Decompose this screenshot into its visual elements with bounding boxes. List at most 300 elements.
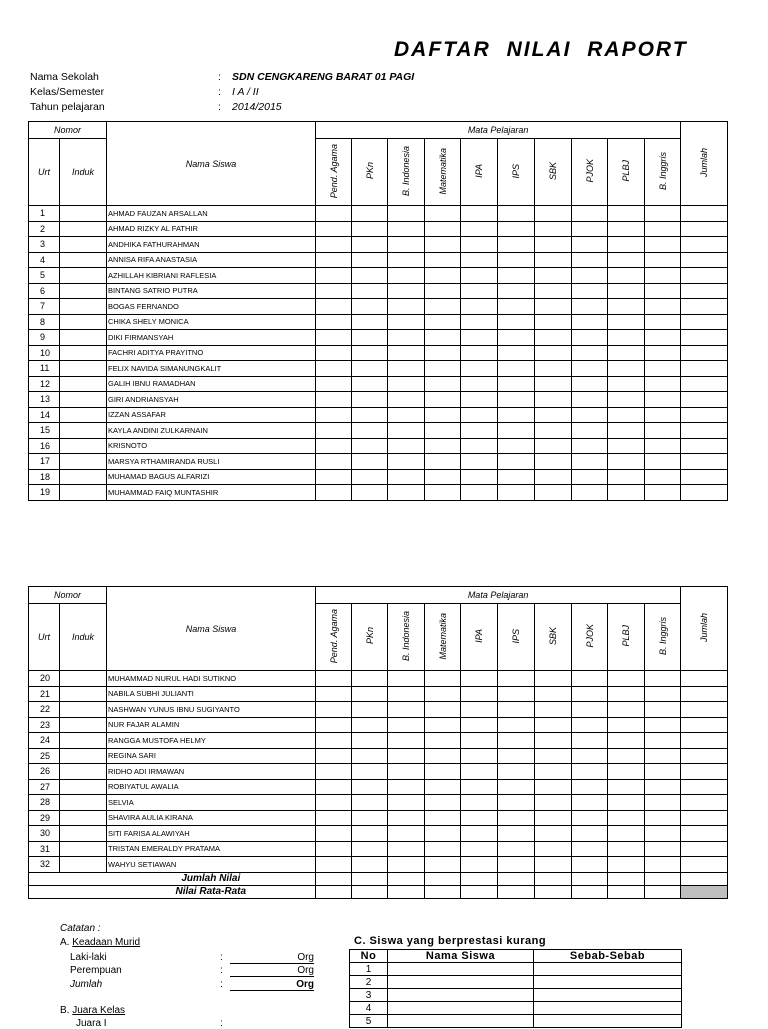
grade-cell[interactable] (572, 454, 608, 470)
grade-cell[interactable] (645, 764, 681, 780)
grade-cell[interactable] (316, 469, 352, 485)
grade-cell[interactable] (608, 376, 645, 392)
grade-cell[interactable] (681, 376, 728, 392)
grade-cell[interactable] (572, 733, 608, 749)
grade-cell[interactable] (535, 686, 572, 702)
grade-cell[interactable] (645, 423, 681, 439)
grade-cell[interactable] (388, 671, 425, 687)
grade-cell[interactable] (608, 733, 645, 749)
grade-cell[interactable] (316, 423, 352, 439)
grade-cell[interactable] (498, 221, 535, 237)
grade-cell[interactable] (425, 252, 461, 268)
grade-cell[interactable] (498, 237, 535, 253)
grade-cell[interactable] (352, 376, 388, 392)
grade-cell[interactable] (425, 857, 461, 873)
grade-cell[interactable] (608, 314, 645, 330)
grade-cell[interactable] (608, 361, 645, 377)
grade-cell[interactable] (498, 206, 535, 222)
grade-cell[interactable] (461, 314, 498, 330)
grade-cell[interactable] (498, 764, 535, 780)
grade-cell[interactable] (572, 423, 608, 439)
grade-cell[interactable] (461, 764, 498, 780)
weak-name[interactable] (388, 976, 534, 989)
grade-cell[interactable] (498, 826, 535, 842)
grade-cell[interactable] (388, 841, 425, 857)
grade-cell[interactable] (645, 454, 681, 470)
grade-cell[interactable] (535, 469, 572, 485)
grade-cell[interactable] (425, 810, 461, 826)
grade-cell[interactable] (645, 330, 681, 346)
grade-cell[interactable] (425, 237, 461, 253)
grade-cell[interactable] (572, 237, 608, 253)
grade-cell[interactable] (535, 206, 572, 222)
grade-cell[interactable] (316, 221, 352, 237)
grade-cell[interactable] (498, 252, 535, 268)
grade-cell[interactable] (498, 330, 535, 346)
grade-cell[interactable] (645, 345, 681, 361)
grade-cell[interactable] (352, 748, 388, 764)
grade-cell[interactable] (316, 485, 352, 501)
grade-cell[interactable] (645, 733, 681, 749)
grade-cell[interactable] (572, 392, 608, 408)
grade-cell[interactable] (608, 252, 645, 268)
grade-cell[interactable] (681, 810, 728, 826)
grade-cell[interactable] (425, 221, 461, 237)
grade-cell[interactable] (388, 283, 425, 299)
grade-cell[interactable] (461, 795, 498, 811)
grade-cell[interactable] (461, 423, 498, 439)
grade-cell[interactable] (608, 345, 645, 361)
grade-cell[interactable] (388, 810, 425, 826)
grade-cell[interactable] (425, 671, 461, 687)
grade-cell[interactable] (498, 748, 535, 764)
grade-cell[interactable] (425, 423, 461, 439)
grade-cell[interactable] (316, 345, 352, 361)
grade-cell[interactable] (572, 795, 608, 811)
grade-cell[interactable] (535, 764, 572, 780)
grade-cell[interactable] (572, 268, 608, 284)
grade-cell[interactable] (316, 841, 352, 857)
grade-cell[interactable] (316, 361, 352, 377)
grade-cell[interactable] (645, 376, 681, 392)
grade-cell[interactable] (572, 841, 608, 857)
grade-cell[interactable] (388, 717, 425, 733)
grade-cell[interactable] (572, 361, 608, 377)
grade-cell[interactable] (535, 826, 572, 842)
weak-reason[interactable] (534, 976, 682, 989)
grade-cell[interactable] (498, 392, 535, 408)
grade-cell[interactable] (388, 779, 425, 795)
grade-cell[interactable] (461, 671, 498, 687)
grade-cell[interactable] (388, 733, 425, 749)
grade-cell[interactable] (316, 438, 352, 454)
grade-cell[interactable] (681, 252, 728, 268)
grade-cell[interactable] (645, 717, 681, 733)
grade-cell[interactable] (572, 810, 608, 826)
grade-cell[interactable] (425, 330, 461, 346)
grade-cell[interactable] (352, 237, 388, 253)
grade-cell[interactable] (352, 423, 388, 439)
grade-cell[interactable] (461, 841, 498, 857)
grade-cell[interactable] (681, 764, 728, 780)
grade-cell[interactable] (535, 438, 572, 454)
grade-cell[interactable] (388, 826, 425, 842)
grade-cell[interactable] (608, 841, 645, 857)
grade-cell[interactable] (388, 438, 425, 454)
grade-cell[interactable] (535, 376, 572, 392)
grade-cell[interactable] (498, 857, 535, 873)
grade-cell[interactable] (608, 454, 645, 470)
grade-cell[interactable] (316, 237, 352, 253)
grade-cell[interactable] (535, 330, 572, 346)
grade-cell[interactable] (498, 841, 535, 857)
grade-cell[interactable] (352, 779, 388, 795)
grade-cell[interactable] (425, 407, 461, 423)
grade-cell[interactable] (425, 717, 461, 733)
grade-cell[interactable] (425, 454, 461, 470)
grade-cell[interactable] (352, 438, 388, 454)
grade-cell[interactable] (388, 392, 425, 408)
grade-cell[interactable] (645, 361, 681, 377)
grade-cell[interactable] (681, 826, 728, 842)
grade-cell[interactable] (572, 469, 608, 485)
grade-cell[interactable] (425, 438, 461, 454)
grade-cell[interactable] (352, 810, 388, 826)
grade-cell[interactable] (535, 345, 572, 361)
grade-cell[interactable] (645, 779, 681, 795)
grade-cell[interactable] (535, 454, 572, 470)
grade-cell[interactable] (608, 686, 645, 702)
grade-cell[interactable] (425, 314, 461, 330)
grade-cell[interactable] (608, 779, 645, 795)
grade-cell[interactable] (645, 841, 681, 857)
grade-cell[interactable] (535, 392, 572, 408)
grade-cell[interactable] (608, 237, 645, 253)
grade-cell[interactable] (645, 795, 681, 811)
grade-cell[interactable] (352, 717, 388, 733)
grade-cell[interactable] (498, 686, 535, 702)
grade-cell[interactable] (681, 345, 728, 361)
grade-cell[interactable] (498, 717, 535, 733)
grade-cell[interactable] (498, 283, 535, 299)
grade-cell[interactable] (681, 221, 728, 237)
grade-cell[interactable] (425, 795, 461, 811)
grade-cell[interactable] (608, 206, 645, 222)
grade-cell[interactable] (352, 361, 388, 377)
grade-cell[interactable] (316, 206, 352, 222)
grade-cell[interactable] (461, 702, 498, 718)
grade-cell[interactable] (388, 795, 425, 811)
grade-cell[interactable] (461, 361, 498, 377)
grade-cell[interactable] (498, 407, 535, 423)
grade-cell[interactable] (461, 206, 498, 222)
grade-cell[interactable] (316, 810, 352, 826)
grade-cell[interactable] (572, 779, 608, 795)
grade-cell[interactable] (572, 376, 608, 392)
grade-cell[interactable] (645, 221, 681, 237)
grade-cell[interactable] (388, 764, 425, 780)
grade-cell[interactable] (352, 283, 388, 299)
grade-cell[interactable] (388, 361, 425, 377)
grade-cell[interactable] (498, 795, 535, 811)
grade-cell[interactable] (461, 733, 498, 749)
grade-cell[interactable] (681, 330, 728, 346)
grade-cell[interactable] (535, 252, 572, 268)
grade-cell[interactable] (461, 376, 498, 392)
grade-cell[interactable] (535, 237, 572, 253)
grade-cell[interactable] (461, 221, 498, 237)
grade-cell[interactable] (572, 857, 608, 873)
grade-cell[interactable] (645, 299, 681, 315)
weak-reason[interactable] (534, 1015, 682, 1028)
grade-cell[interactable] (645, 283, 681, 299)
grade-cell[interactable] (608, 392, 645, 408)
grade-cell[interactable] (316, 733, 352, 749)
grade-cell[interactable] (352, 299, 388, 315)
grade-cell[interactable] (316, 299, 352, 315)
grade-cell[interactable] (572, 764, 608, 780)
grade-cell[interactable] (461, 283, 498, 299)
grade-cell[interactable] (352, 702, 388, 718)
grade-cell[interactable] (352, 857, 388, 873)
grade-cell[interactable] (316, 392, 352, 408)
grade-cell[interactable] (316, 717, 352, 733)
grade-cell[interactable] (352, 221, 388, 237)
grade-cell[interactable] (498, 423, 535, 439)
grade-cell[interactable] (316, 671, 352, 687)
grade-cell[interactable] (681, 779, 728, 795)
grade-cell[interactable] (681, 795, 728, 811)
grade-cell[interactable] (388, 748, 425, 764)
grade-cell[interactable] (535, 857, 572, 873)
grade-cell[interactable] (645, 857, 681, 873)
grade-cell[interactable] (681, 733, 728, 749)
grade-cell[interactable] (498, 779, 535, 795)
grade-cell[interactable] (425, 764, 461, 780)
grade-cell[interactable] (645, 206, 681, 222)
grade-cell[interactable] (645, 748, 681, 764)
grade-cell[interactable] (388, 268, 425, 284)
weak-reason[interactable] (534, 963, 682, 976)
grade-cell[interactable] (461, 392, 498, 408)
grade-cell[interactable] (645, 826, 681, 842)
grade-cell[interactable] (608, 299, 645, 315)
grade-cell[interactable] (608, 407, 645, 423)
grade-cell[interactable] (498, 485, 535, 501)
grade-cell[interactable] (388, 376, 425, 392)
grade-cell[interactable] (352, 206, 388, 222)
grade-cell[interactable] (645, 469, 681, 485)
grade-cell[interactable] (498, 376, 535, 392)
grade-cell[interactable] (425, 299, 461, 315)
grade-cell[interactable] (645, 268, 681, 284)
grade-cell[interactable] (352, 330, 388, 346)
grade-cell[interactable] (535, 423, 572, 439)
grade-cell[interactable] (572, 345, 608, 361)
grade-cell[interactable] (572, 717, 608, 733)
grade-cell[interactable] (352, 686, 388, 702)
grade-cell[interactable] (352, 345, 388, 361)
grade-cell[interactable] (498, 454, 535, 470)
grade-cell[interactable] (608, 748, 645, 764)
grade-cell[interactable] (352, 314, 388, 330)
grade-cell[interactable] (425, 748, 461, 764)
grade-cell[interactable] (425, 841, 461, 857)
grade-cell[interactable] (681, 841, 728, 857)
grade-cell[interactable] (425, 345, 461, 361)
grade-cell[interactable] (461, 237, 498, 253)
grade-cell[interactable] (388, 485, 425, 501)
grade-cell[interactable] (645, 237, 681, 253)
grade-cell[interactable] (461, 438, 498, 454)
grade-cell[interactable] (572, 485, 608, 501)
grade-cell[interactable] (316, 407, 352, 423)
grade-cell[interactable] (498, 268, 535, 284)
grade-cell[interactable] (608, 485, 645, 501)
grade-cell[interactable] (461, 857, 498, 873)
grade-cell[interactable] (498, 733, 535, 749)
grade-cell[interactable] (352, 485, 388, 501)
grade-cell[interactable] (608, 702, 645, 718)
grade-cell[interactable] (352, 733, 388, 749)
grade-cell[interactable] (645, 686, 681, 702)
grade-cell[interactable] (535, 361, 572, 377)
grade-cell[interactable] (572, 314, 608, 330)
grade-cell[interactable] (535, 671, 572, 687)
grade-cell[interactable] (681, 686, 728, 702)
grade-cell[interactable] (535, 748, 572, 764)
grade-cell[interactable] (572, 252, 608, 268)
grade-cell[interactable] (681, 206, 728, 222)
grade-cell[interactable] (681, 361, 728, 377)
grade-cell[interactable] (572, 283, 608, 299)
grade-cell[interactable] (461, 268, 498, 284)
weak-name[interactable] (388, 1015, 534, 1028)
grade-cell[interactable] (461, 330, 498, 346)
grade-cell[interactable] (645, 671, 681, 687)
grade-cell[interactable] (535, 810, 572, 826)
grade-cell[interactable] (535, 268, 572, 284)
grade-cell[interactable] (572, 407, 608, 423)
grade-cell[interactable] (425, 268, 461, 284)
grade-cell[interactable] (681, 702, 728, 718)
grade-cell[interactable] (572, 221, 608, 237)
grade-cell[interactable] (608, 469, 645, 485)
grade-cell[interactable] (352, 826, 388, 842)
grade-cell[interactable] (388, 857, 425, 873)
grade-cell[interactable] (425, 376, 461, 392)
grade-cell[interactable] (352, 268, 388, 284)
grade-cell[interactable] (425, 283, 461, 299)
grade-cell[interactable] (352, 407, 388, 423)
grade-cell[interactable] (645, 485, 681, 501)
grade-cell[interactable] (681, 299, 728, 315)
grade-cell[interactable] (388, 469, 425, 485)
grade-cell[interactable] (681, 283, 728, 299)
grade-cell[interactable] (425, 826, 461, 842)
grade-cell[interactable] (388, 423, 425, 439)
grade-cell[interactable] (681, 423, 728, 439)
grade-cell[interactable] (535, 795, 572, 811)
grade-cell[interactable] (608, 764, 645, 780)
grade-cell[interactable] (461, 345, 498, 361)
grade-cell[interactable] (572, 826, 608, 842)
grade-cell[interactable] (681, 392, 728, 408)
grade-cell[interactable] (425, 469, 461, 485)
grade-cell[interactable] (461, 252, 498, 268)
grade-cell[interactable] (461, 485, 498, 501)
grade-cell[interactable] (388, 314, 425, 330)
grade-cell[interactable] (608, 671, 645, 687)
grade-cell[interactable] (461, 717, 498, 733)
grade-cell[interactable] (572, 330, 608, 346)
grade-cell[interactable] (461, 454, 498, 470)
grade-cell[interactable] (681, 748, 728, 764)
grade-cell[interactable] (316, 748, 352, 764)
grade-cell[interactable] (498, 361, 535, 377)
grade-cell[interactable] (352, 252, 388, 268)
grade-cell[interactable] (535, 407, 572, 423)
grade-cell[interactable] (316, 779, 352, 795)
grade-cell[interactable] (608, 795, 645, 811)
grade-cell[interactable] (681, 454, 728, 470)
grade-cell[interactable] (645, 407, 681, 423)
grade-cell[interactable] (608, 826, 645, 842)
grade-cell[interactable] (316, 686, 352, 702)
grade-cell[interactable] (498, 469, 535, 485)
grade-cell[interactable] (425, 206, 461, 222)
grade-cell[interactable] (498, 314, 535, 330)
grade-cell[interactable] (388, 454, 425, 470)
grade-cell[interactable] (388, 407, 425, 423)
grade-cell[interactable] (352, 392, 388, 408)
grade-cell[interactable] (316, 764, 352, 780)
grade-cell[interactable] (608, 857, 645, 873)
grade-cell[interactable] (352, 841, 388, 857)
grade-cell[interactable] (535, 779, 572, 795)
grade-cell[interactable] (461, 810, 498, 826)
grade-cell[interactable] (352, 671, 388, 687)
grade-cell[interactable] (645, 702, 681, 718)
grade-cell[interactable] (316, 795, 352, 811)
grade-cell[interactable] (461, 407, 498, 423)
grade-cell[interactable] (316, 857, 352, 873)
grade-cell[interactable] (425, 702, 461, 718)
grade-cell[interactable] (316, 283, 352, 299)
grade-cell[interactable] (425, 361, 461, 377)
grade-cell[interactable] (352, 764, 388, 780)
grade-cell[interactable] (572, 206, 608, 222)
grade-cell[interactable] (316, 314, 352, 330)
grade-cell[interactable] (608, 438, 645, 454)
grade-cell[interactable] (608, 810, 645, 826)
weak-reason[interactable] (534, 1002, 682, 1015)
grade-cell[interactable] (572, 748, 608, 764)
grade-cell[interactable] (645, 392, 681, 408)
grade-cell[interactable] (388, 252, 425, 268)
grade-cell[interactable] (352, 795, 388, 811)
grade-cell[interactable] (645, 438, 681, 454)
grade-cell[interactable] (535, 314, 572, 330)
grade-cell[interactable] (681, 268, 728, 284)
grade-cell[interactable] (645, 810, 681, 826)
grade-cell[interactable] (572, 686, 608, 702)
grade-cell[interactable] (681, 438, 728, 454)
grade-cell[interactable] (461, 748, 498, 764)
grade-cell[interactable] (498, 810, 535, 826)
grade-cell[interactable] (316, 268, 352, 284)
grade-cell[interactable] (461, 779, 498, 795)
